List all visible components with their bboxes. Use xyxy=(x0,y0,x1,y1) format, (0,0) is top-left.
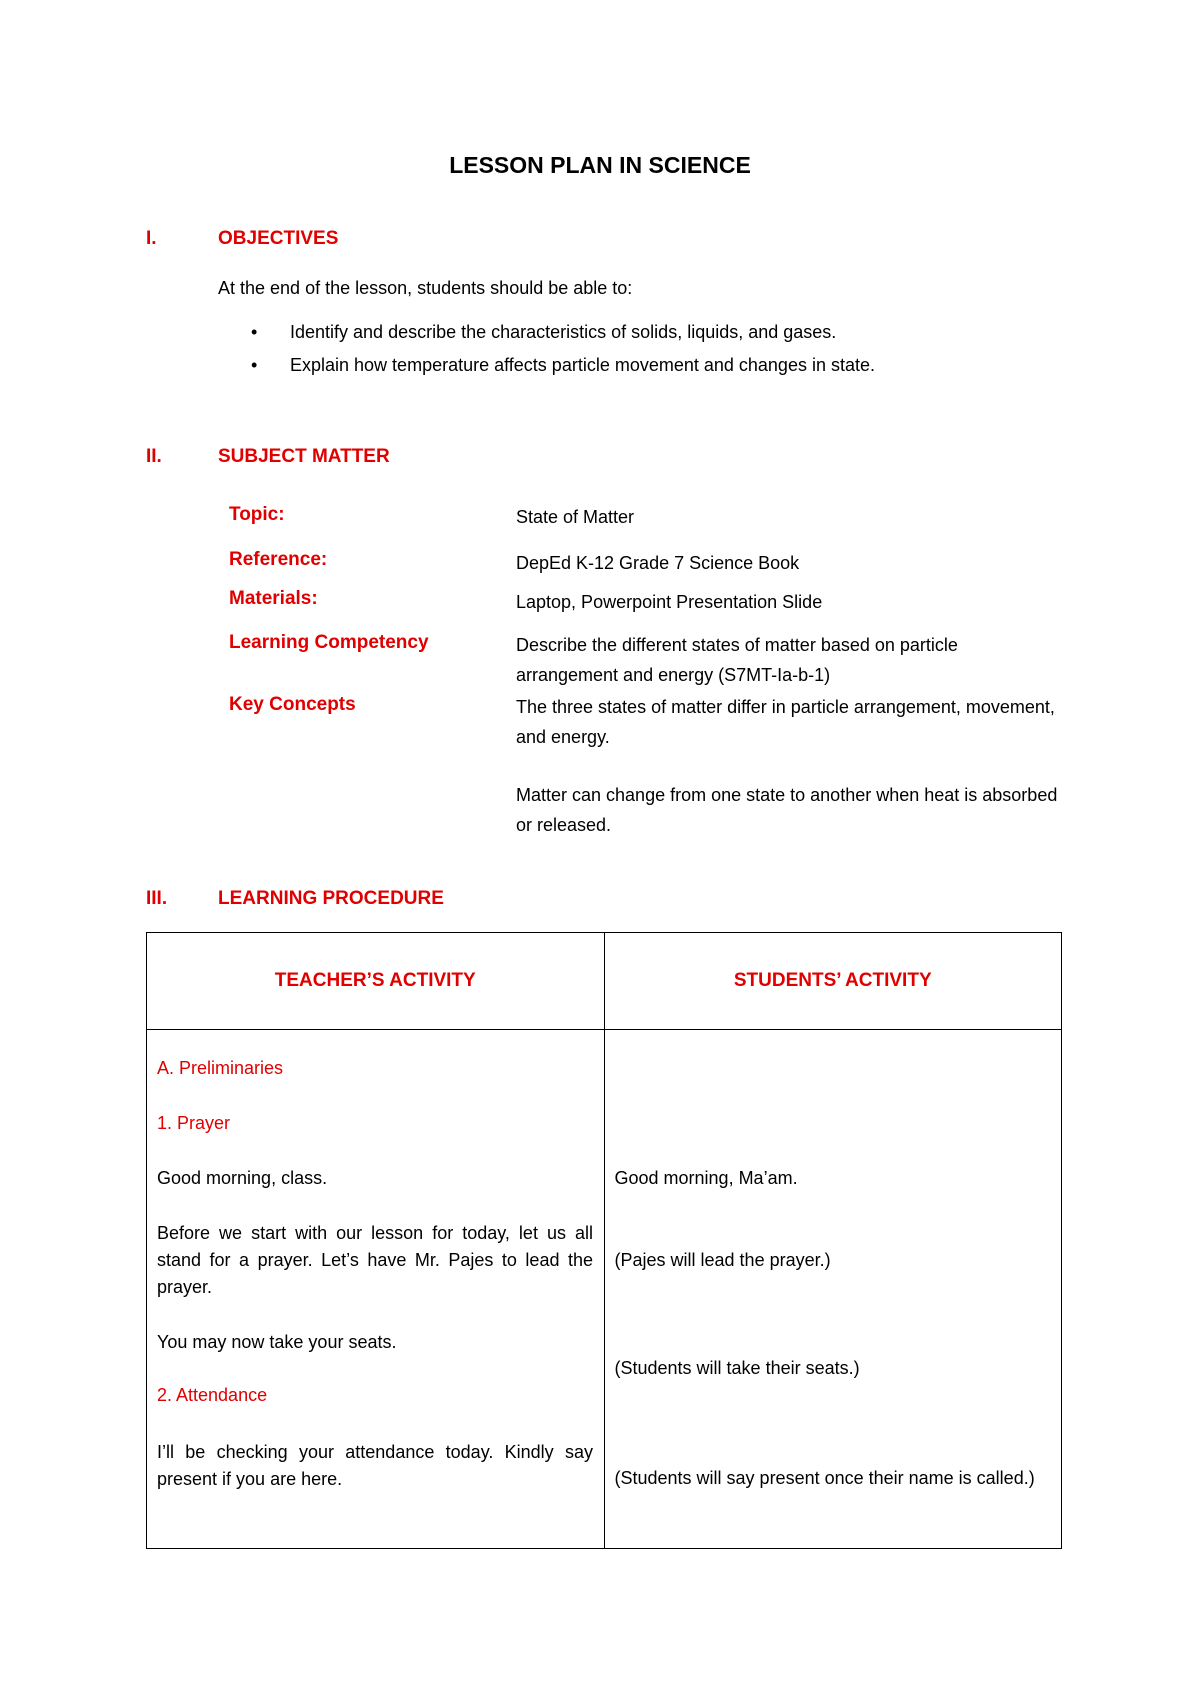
students-prayer: (Pajes will lead the prayer.) xyxy=(614,1250,831,1270)
reference-label: Reference: xyxy=(229,549,328,570)
objectives-intro: At the end of the lesson, students should be able to: xyxy=(218,278,633,298)
reference-value: DepEd K-12 Grade 7 Science Book xyxy=(516,553,800,573)
students-activity-cell xyxy=(604,1030,1062,1549)
materials-label: Materials: xyxy=(229,588,318,609)
table-header-row xyxy=(147,933,1062,1030)
teacher-activity-header: TEACHER’S ACTIVITY xyxy=(147,933,605,1030)
procedure-table xyxy=(146,932,1062,1549)
attendance-instruction: I’ll be checking your attendance today. Kindly say present if you are here. xyxy=(157,1442,593,1489)
key-concepts-value-2: Matter can change from one state to another when heat is absorbed or released. xyxy=(516,785,1058,835)
teacher-activity-cell xyxy=(147,1030,605,1549)
materials-value: Laptop, Powerpoint Presentation Slide xyxy=(516,592,823,612)
procedure-heading: LEARNING PROCEDURE xyxy=(218,888,444,909)
objectives-number: I. xyxy=(146,228,157,249)
procedure-number: III. xyxy=(146,888,168,909)
teacher-greeting: Good morning, class. xyxy=(157,1168,328,1188)
students-greeting: Good morning, Ma’am. xyxy=(614,1168,798,1188)
learning-competency-label: Learning Competency xyxy=(229,632,429,653)
key-concepts-label: Key Concepts xyxy=(229,694,356,715)
bullet-icon: • xyxy=(251,322,258,342)
objectives-heading: OBJECTIVES xyxy=(218,228,339,249)
students-seats: (Students will take their seats.) xyxy=(614,1358,860,1378)
seats-instruction: You may now take your seats. xyxy=(157,1332,397,1352)
key-concepts-value: The three states of matter differ in particle arrangement, movement, and energy. xyxy=(516,697,1055,747)
subject-matter-heading: SUBJECT MATTER xyxy=(218,446,390,467)
table-row xyxy=(147,1030,1062,1549)
topic-label: Topic: xyxy=(229,504,285,525)
students-activity-header: STUDENTS’ ACTIVITY xyxy=(604,933,1062,1030)
prayer-heading: 1. Prayer xyxy=(157,1113,231,1133)
learning-competency-value: Describe the different states of matter based on particle arrangement and energy (S7MT-Ia-b-1) xyxy=(516,635,958,685)
objective-item: Explain how temperature affects particle movement and changes in state. xyxy=(290,355,875,375)
preliminaries-heading: A. Preliminaries xyxy=(157,1058,284,1078)
objective-item: Identify and describe the characteristics of solids, liquids, and gases. xyxy=(290,322,837,342)
prayer-instruction: Before we start with our lesson for today, let us all stand for a prayer. Let’s have Mr. Pajes to lead the prayer. xyxy=(157,1223,593,1297)
topic-value: State of Matter xyxy=(516,507,635,527)
attendance-heading: 2. Attendance xyxy=(157,1385,268,1405)
students-attendance: (Students will say present once their name is called.) xyxy=(614,1468,1035,1488)
page-title: LESSON PLAN IN SCIENCE xyxy=(449,152,751,178)
bullet-icon: • xyxy=(251,355,258,375)
subject-matter-number: II. xyxy=(146,446,162,467)
